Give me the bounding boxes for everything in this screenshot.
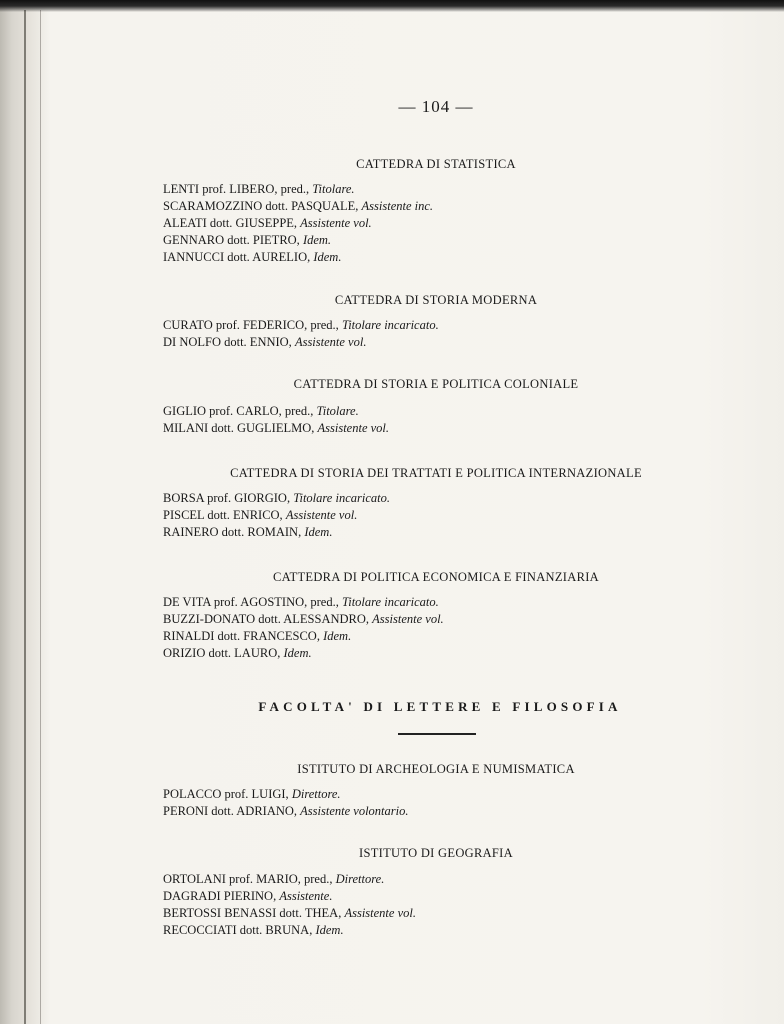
list-item (163, 334, 439, 351)
list-item (163, 594, 444, 611)
entry-name: CURATO prof. FEDERICO, pred., (163, 318, 339, 332)
list-item (163, 524, 390, 541)
entry-role: Idem. (304, 525, 333, 539)
entry-name: ORTOLANI prof. MARIO, pred., (163, 872, 333, 886)
entry-role: Titolare. (312, 182, 355, 196)
list-item (163, 181, 433, 198)
entry-list (163, 403, 389, 437)
entry-role: Idem. (323, 629, 352, 643)
entry-name: GENNARO dott. PIETRO, (163, 233, 300, 247)
page-top-edge (0, 0, 784, 12)
entry-name: SCARAMOZZINO dott. PASQUALE, (163, 199, 359, 213)
entry-role: Direttore. (291, 787, 341, 801)
list-item (163, 645, 444, 662)
entry-list (163, 317, 439, 351)
section-heading: CATTEDRA DI POLITICA ECONOMICA E FINANZIARIA (272, 570, 600, 584)
entry-name: RECOCCIATI dott. BRUNA, (163, 923, 313, 937)
entry-role: Assistente vol. (372, 612, 444, 626)
list-item (163, 249, 433, 266)
entry-name: RAINERO dott. ROMAIN, (163, 525, 302, 539)
entry-name: BORSA prof. GIORGIO, (163, 491, 291, 505)
entry-role: Idem. (302, 233, 332, 247)
entry-role: Titolare. (316, 404, 359, 418)
list-item (163, 871, 416, 888)
entry-role: Assistente vol. (344, 906, 416, 920)
entry-role: Titolare incaricato. (341, 595, 439, 609)
list-item (163, 611, 444, 628)
entry-name: GIGLIO prof. CARLO, pred., (163, 404, 314, 418)
entry-role: Assistente. (279, 889, 333, 903)
section-heading: ISTITUTO DI ARCHEOLOGIA E NUMISMATICA (297, 762, 575, 776)
entry-list (163, 490, 390, 541)
entry-role: Assistente vol. (285, 508, 358, 522)
list-item (163, 490, 390, 507)
list-item (163, 198, 433, 215)
entry-name: DI NOLFO dott. ENNIO, (163, 335, 292, 349)
entry-role: Titolare incaricato. (341, 318, 439, 332)
entry-role: Titolare incaricato. (293, 491, 390, 505)
entry-name: BUZZI-DONATO dott. ALESSANDRO, (163, 612, 370, 626)
entry-name: RINALDI dott. FRANCESCO, (163, 629, 320, 643)
entry-role: Idem. (283, 646, 312, 660)
list-item (163, 215, 433, 232)
list-item (163, 403, 389, 420)
entry-list (163, 594, 444, 662)
entry-list (163, 181, 433, 266)
entry-name: ORIZIO dott. LAURO, (163, 646, 281, 660)
section-heading: ISTITUTO DI GEOGRAFIA (359, 846, 513, 860)
section-heading: CATTEDRA DI STATISTICA (356, 157, 516, 171)
list-item (163, 786, 409, 803)
list-item (163, 803, 409, 820)
entry-name: BERTOSSI BENASSI dott. THEA, (163, 906, 342, 920)
entry-name: PISCEL dott. ENRICO, (163, 508, 283, 522)
entry-role: Direttore. (335, 872, 385, 886)
entry-name: DAGRADI PIERINO, (163, 889, 277, 903)
list-item (163, 628, 444, 645)
list-item (163, 317, 439, 334)
entry-list (163, 786, 409, 820)
list-item (163, 905, 416, 922)
entry-name: DE VITA prof. AGOSTINO, pred., (163, 595, 339, 609)
divider (398, 733, 476, 735)
entry-name: LENTI prof. LIBERO, pred., (163, 182, 310, 196)
page-number: — 104 — (398, 97, 474, 116)
entry-list (163, 871, 416, 939)
list-item (163, 420, 389, 437)
list-item (163, 922, 416, 939)
entry-name: IANNUCCI dott. AURELIO, (163, 250, 311, 264)
entry-role: Assistente vol. (294, 335, 367, 349)
entry-name: MILANI dott. GUGLIELMO, (163, 421, 315, 435)
faculty-heading: FACOLTA' DI LETTERE E FILOSOFIA (258, 699, 622, 714)
entry-role: Idem. (313, 250, 342, 264)
list-item (163, 232, 433, 249)
entry-name: PERONI dott. ADRIANO, (163, 804, 298, 818)
list-item (163, 888, 416, 905)
entry-role: Assistente volontario. (300, 804, 409, 818)
section-heading: CATTEDRA DI STORIA DEI TRATTATI E POLITICA INTERNAZIONALE (230, 466, 642, 480)
section-heading: CATTEDRA DI STORIA MODERNA (334, 293, 538, 307)
section-heading: CATTEDRA DI STORIA E POLITICA COLONIALE (293, 377, 579, 391)
entry-name: POLACCO prof. LUIGI, (163, 787, 289, 801)
entry-name: ALEATI dott. GIUSEPPE, (163, 216, 298, 230)
entry-role: Assistente vol. (300, 216, 372, 230)
list-item (163, 507, 390, 524)
entry-role: Idem. (315, 923, 344, 937)
entry-role: Assistente inc. (361, 199, 434, 213)
entry-role: Assistente vol. (317, 421, 390, 435)
